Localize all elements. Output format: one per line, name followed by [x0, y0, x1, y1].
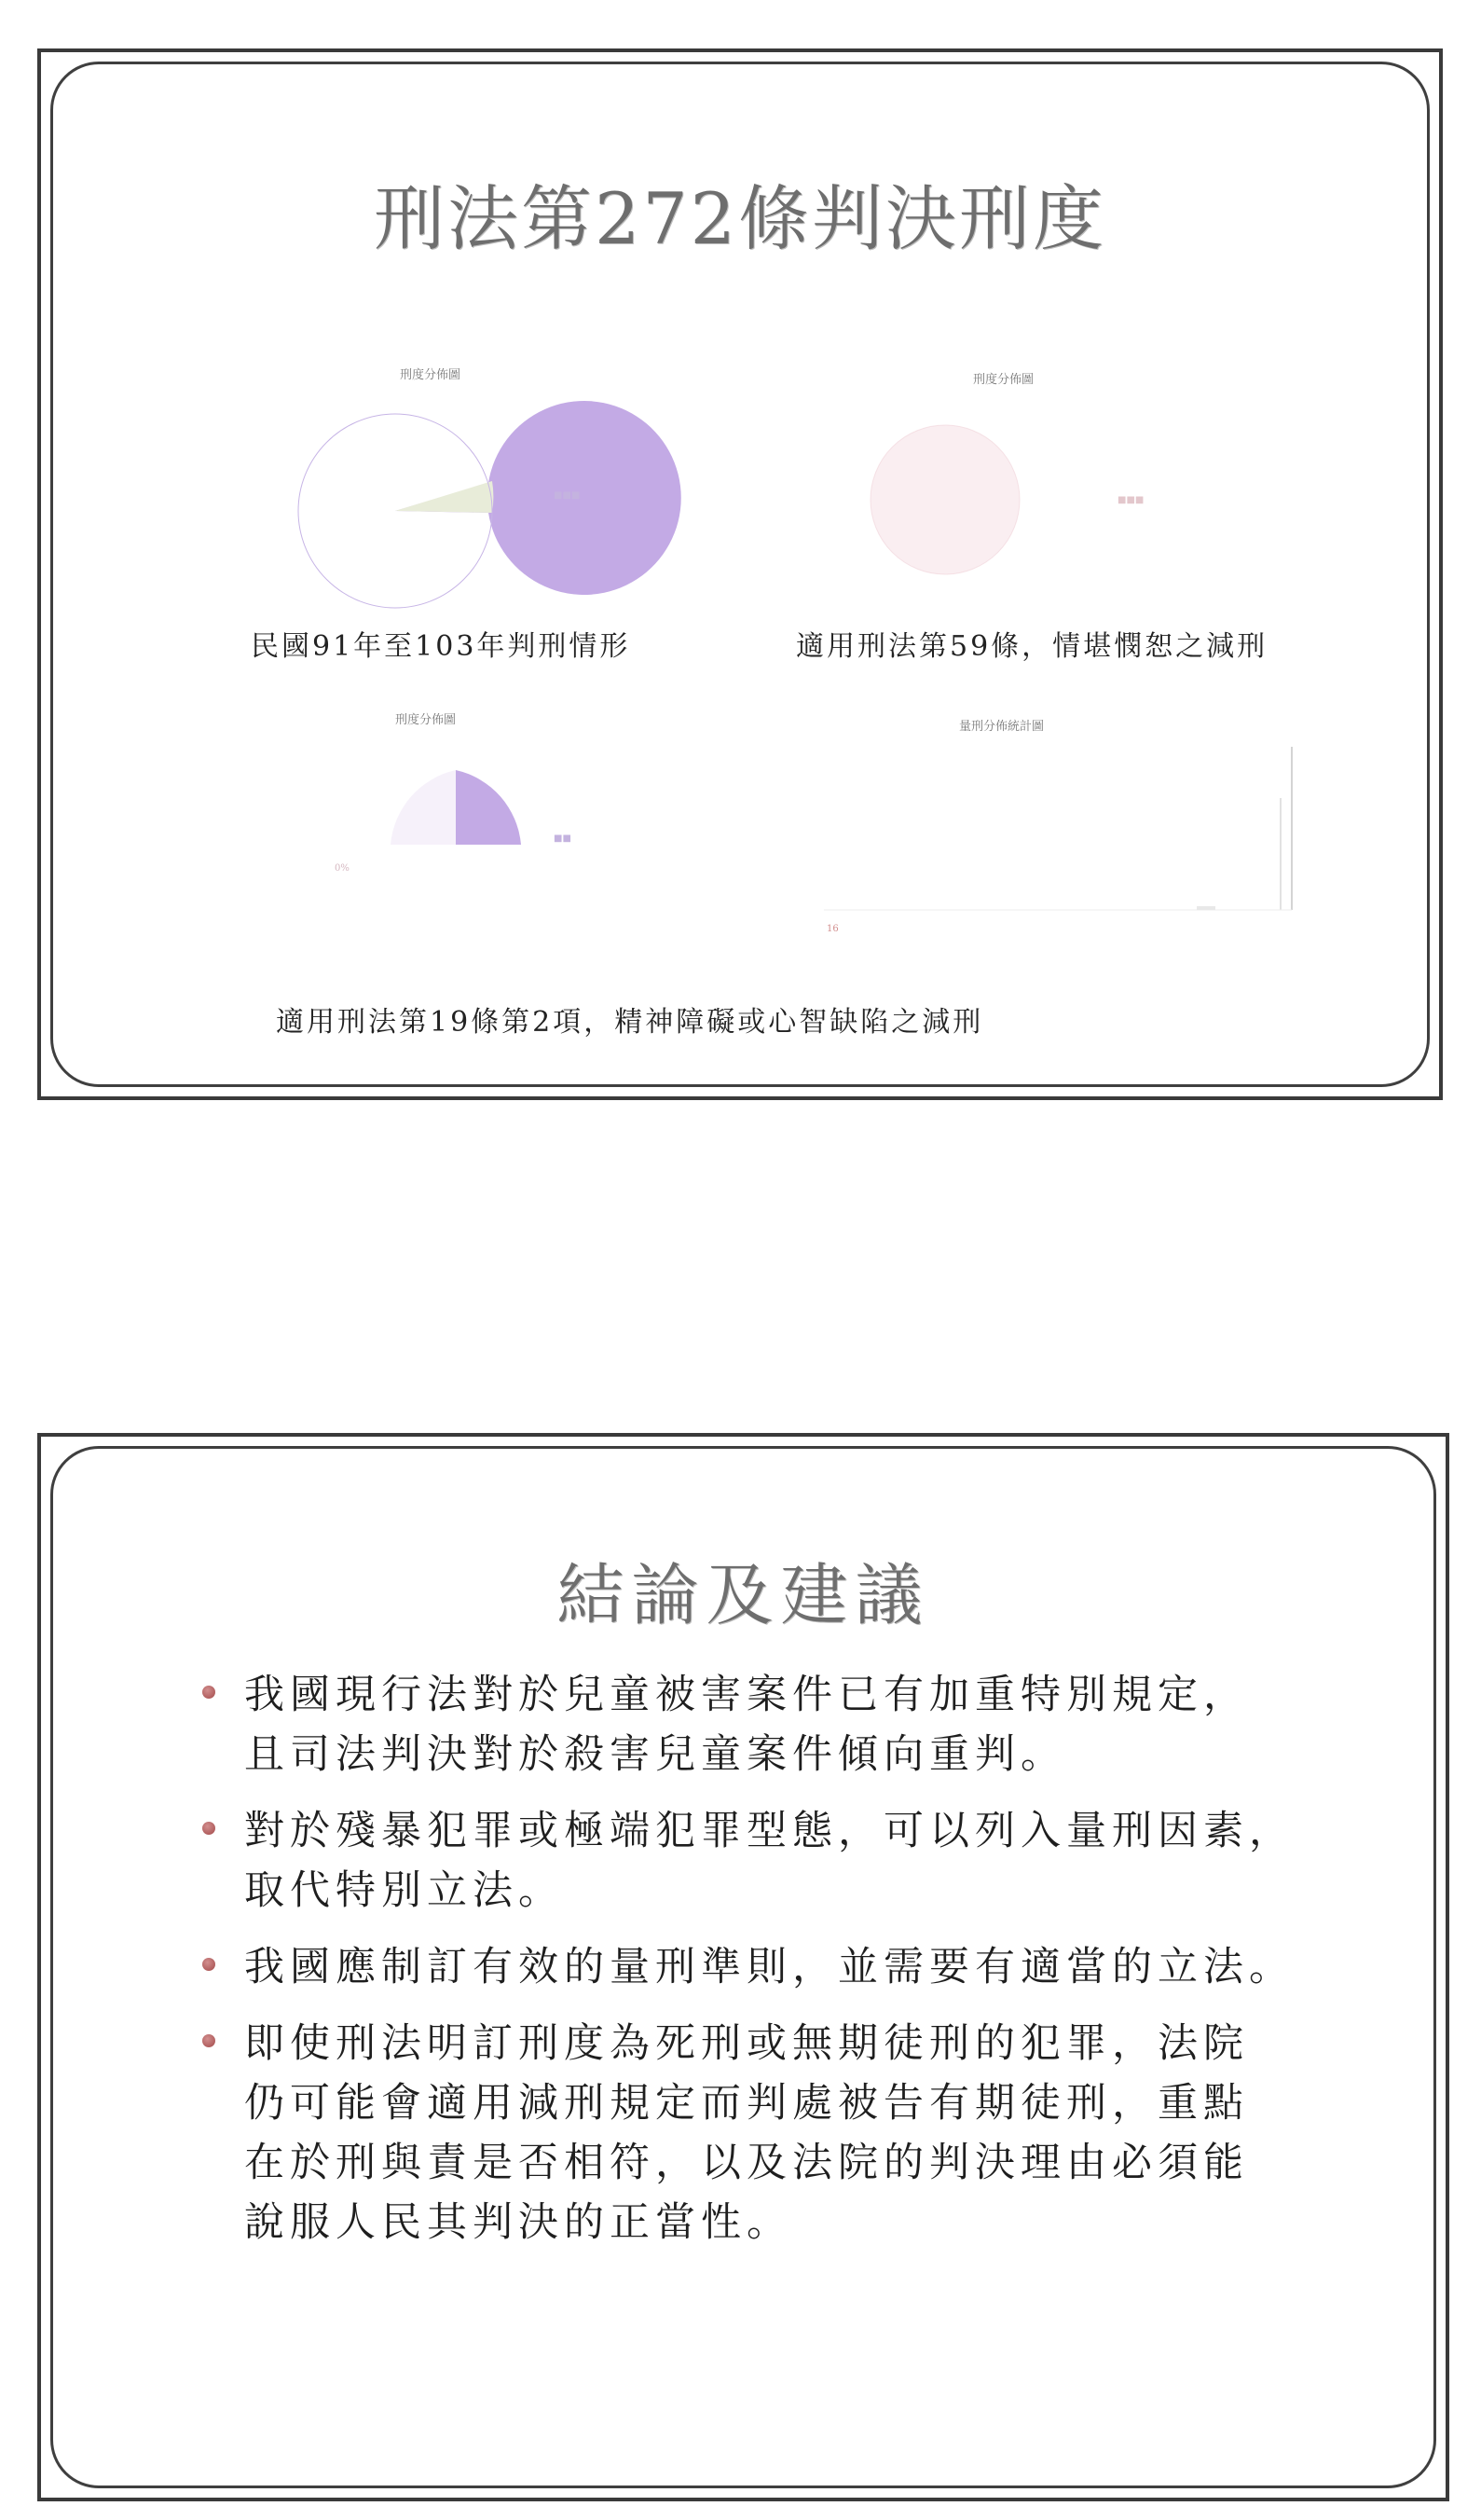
bullet-icon	[202, 1822, 215, 1835]
bottom-caption: 適用刑法第19條第2項，精神障礙或心智缺陷之減刑	[276, 1006, 984, 1039]
chart-3-label: 0%	[335, 863, 350, 874]
bullet-line: 我國應制訂有效的量刑準則，並需要有適當的立法。	[244, 1944, 1295, 1990]
bullet-icon	[202, 1958, 215, 1971]
pie-slice-visible	[456, 770, 521, 845]
slide-sentencing-stats	[37, 48, 1443, 1100]
chart-1-legend: ■■■	[554, 490, 581, 501]
chart-4-bars	[805, 742, 1309, 929]
bullet-item	[198, 1937, 1447, 1997]
chart-1-title: 刑度分佈圖	[400, 368, 461, 382]
bullet-line: 且司法判決對於殺害兒童案件傾向重判。	[244, 1731, 1066, 1778]
bullet-line: 對於殘暴犯罪或極端犯罪型態，可以列入量刑因素，	[244, 1808, 1295, 1854]
pie-slice-minor	[395, 481, 493, 513]
chart-1-pie	[293, 408, 498, 613]
chart-4-legend: 16	[827, 924, 839, 934]
bullet-icon	[202, 1686, 215, 1699]
chart-2-caption: 適用刑法第59條，情堪憫恕之減刑	[796, 630, 1268, 663]
chart-2-legend: ■■■	[1118, 495, 1145, 505]
bullet-line: 仍可能會適用減刑規定而判處被告有期徒刑，重點	[244, 2080, 1249, 2127]
slide-title: 結論及建議	[556, 1556, 930, 1634]
bullet-list	[198, 1665, 1447, 2269]
pie-slice-faint	[391, 770, 456, 845]
chart-4-bar	[1197, 906, 1215, 910]
bullet-line: 說服人民其判決的正當性。	[244, 2199, 792, 2246]
bullet-line: 在於刑與責是否相符，以及法院的判決理由必須能	[244, 2140, 1249, 2186]
slide-title: 刑法第272條判決刑度	[373, 177, 1107, 260]
chart-2-title: 刑度分佈圖	[973, 373, 1035, 387]
chart-3-legend: ■■	[554, 833, 571, 844]
bullet-item	[198, 1665, 1447, 1784]
bullet-item	[198, 2014, 1447, 2252]
bullet-line: 我國現行法對於兒童被害案件已有加重特別規定，	[244, 1672, 1249, 1718]
chart-1-caption: 民國91年至103年判刑情形	[251, 630, 631, 663]
bullet-item	[198, 1801, 1447, 1921]
bullet-line: 即使刑法明訂刑度為死刑或無期徒刑的犯罪，法院	[244, 2020, 1249, 2067]
chart-3-pie	[381, 761, 530, 863]
chart-3-title: 刑度分佈圖	[395, 713, 457, 727]
chart-4-title: 量刑分佈統計圖	[959, 720, 1045, 734]
bullet-line: 取代特別立法。	[244, 1867, 564, 1914]
bullet-icon	[202, 2034, 215, 2047]
slide-conclusions	[37, 1433, 1449, 2501]
chart-2-pie	[861, 416, 1029, 584]
